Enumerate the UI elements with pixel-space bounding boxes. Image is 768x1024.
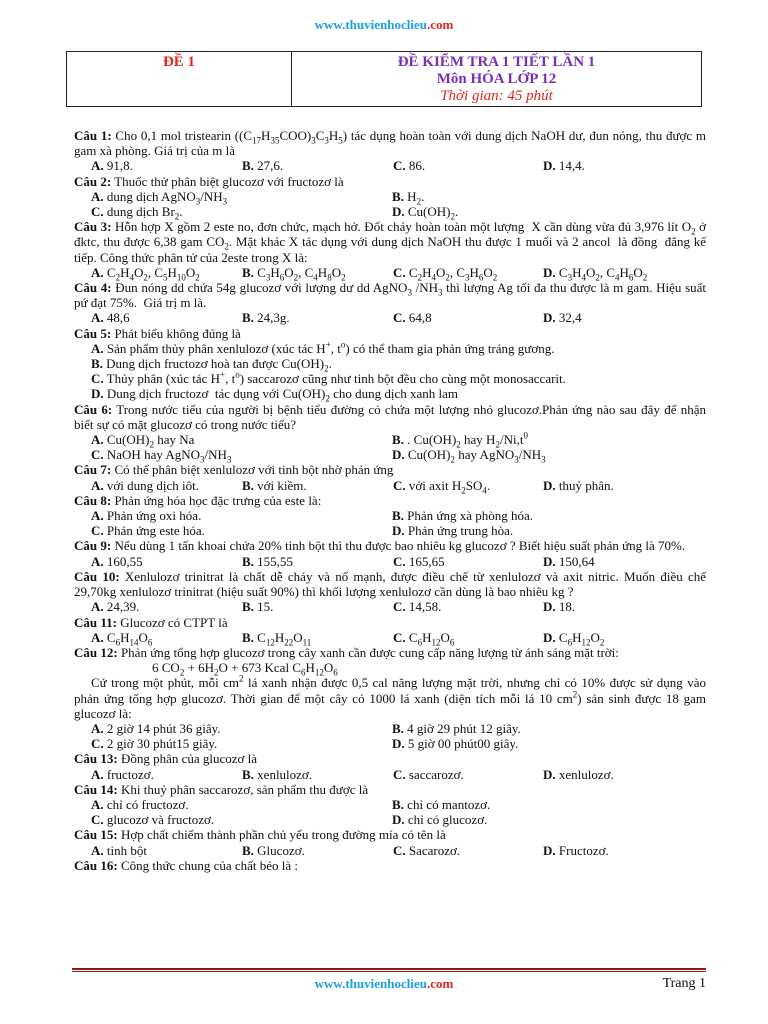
exam-time: Thời gian: 45 phút [440,88,553,104]
footer-divider-thin [72,971,706,972]
answer-option[interactable]: D. thuỷ phân. [543,477,614,493]
answer-option[interactable]: A. với dung dịch iôt. [91,477,199,493]
answer-option[interactable]: D. xenlulozơ. [543,766,614,782]
answer-options [74,797,706,827]
answer-option[interactable]: B. 15. [242,599,274,615]
answer-option[interactable]: B. Phản ứng xà phòng hóa. [392,508,534,524]
question-item [74,493,706,539]
answer-option[interactable]: B. chỉ có mantozơ. [392,796,491,812]
question-number: Câu 7: [74,462,112,478]
answer-option[interactable]: D. Dung dịch fructozơ tác dụng với $Cu(OH)_2$ cho dung dịch xanh lam [91,386,459,405]
question-text: Câu 13: Đồng phân của glucozơ là [74,751,258,767]
answer-option[interactable]: C. Phản ứng este hóa. [91,523,205,539]
site-url-main: www.thuvienhoclieu [314,17,427,32]
question-item [74,782,706,828]
answer-option[interactable]: B. . $Cu(OH)_2$ hay $H_2/Ni,t^0$ [392,430,528,450]
answer-option[interactable]: A. 48,6 [91,310,130,326]
answer-options [74,721,706,751]
question-number: Câu 8: [74,492,112,508]
question-number: Câu 15: [74,827,118,843]
answer-options [74,264,706,283]
answer-option[interactable]: A. $C_6H_{14}O_6$ [91,629,153,648]
question-text: Câu 14: Khi thuỷ phân saccarozơ, sản phẩm thu được là [74,781,369,797]
site-url-main: www.thuvienhoclieu [314,976,427,991]
question-text: Câu 15: Hợp chất chiếm thành phần chủ yếu trong đường mía có tên là [74,827,446,843]
exam-subject: Môn HÓA LỚP 12 [436,71,557,87]
answer-options [74,310,706,325]
exam-title-block [292,52,701,106]
question-item [74,827,706,857]
answer-option[interactable]: C. 14,58. [393,599,442,615]
question-item [74,325,706,405]
answer-options [74,477,706,496]
answer-option[interactable]: A. Phản ứng oxi hóa. [91,508,202,524]
answer-option[interactable]: B. xenlulozơ. [242,766,313,782]
question-text: Câu 3: Hỗn hợp X gồm 2 este no, đơn chức, mạch hở. Đốt cháy hoàn toàn một lượng X cần dùng vừa đủ 3,976 lít $O_2$ ở đktc, thu được 6,38 gam $CO_2$. Mặt khác X tác dụng với dung dịch NaOH thu được 1 muối và 2 ancol là đồng đẳng kế tiếp. Công thức phân tử của 2este trong X là: [74,219,707,265]
question-item [74,174,706,220]
answer-options [74,599,706,614]
site-url-top[interactable] [0,17,768,33]
answer-options [74,629,706,648]
question-text: Câu 9: Nếu dùng 1 tấn khoai chứa 20% tinh bột thì thu được bao nhiêu kg glucozơ ? Biết hiệu suất phản ứng là 70%. [74,538,686,554]
answer-option[interactable]: A. 24,39. [91,599,140,615]
answer-option[interactable]: D. chỉ có glucozơ. [392,812,488,828]
question-item [74,614,706,648]
question-item [74,462,706,496]
question-context: Cứ trong một phút, mỗi $cm^2$ lá xanh nhận được 0,5 cal năng lượng mặt trời, nhưng chỉ có 10% được sử dụng vào phản ứng tổng hợp glucozơ. Thời gian để một cây có 1000 lá xanh (diện tích mỗi lá 10 $cm^2$) sản sinh được 18 gam glucozơ là: [74,673,706,721]
question-text: Câu 2: Thuốc thử phân biệt glucozơ với fructozơ là [74,173,344,189]
question-item [74,280,706,326]
answer-option[interactable]: B. 27,6. [242,158,284,174]
question-text: Câu 16: Công thức chung của chất béo là : [74,857,299,873]
exam-header-table [66,51,702,107]
answer-option[interactable]: D. $Cu(OH)_2$. [392,204,459,222]
question-text: Câu 5: Phát biểu không đúng là [74,325,241,341]
answer-option[interactable]: B. 24,3g. [242,310,290,326]
answer-option[interactable]: D. 14,4. [543,158,585,174]
answer-option[interactable]: C. 86. [393,158,426,174]
page-number: Trang 1 [662,976,706,991]
answer-options [74,158,706,173]
answer-option[interactable]: C. glucozơ và fructozơ. [91,812,215,828]
exam-title: ĐỀ KIỂM TRA 1 TIẾT LẦN 1 [397,54,596,70]
answer-option[interactable]: C. 64,8 [393,310,432,326]
answer-option[interactable]: B. Dung dịch fructozơ hoà tan được $Cu(OH)_2$. [91,356,332,374]
answer-option[interactable]: A. Sản phẩm thủy phân xenlulozơ (xúc tác H+, $t^o$) có thể tham gia phản ứng tráng gương. [91,339,555,356]
answer-option[interactable]: D. $C_3H_4O_2$, $C_4H_6O_2$ [543,264,648,283]
question-text: Câu 4: Đun nóng dd chứa 54g glucozơ với lượng dư dd AgNO$_3$ $/NH_3$ thì lượng Ag tối đa thu được là m gam. Hiệu suất pứ đạt 75%. Giá trị m là. [74,280,707,311]
answer-options [74,554,706,569]
answer-options [74,339,706,405]
answer-option[interactable]: A. 160,55 [91,553,143,569]
site-url-tld: .com [426,17,454,32]
answer-option[interactable]: B. Glucozơ. [242,842,305,858]
answer-option[interactable]: A. 91,8. [91,158,133,174]
question-number: Câu 6: [74,401,113,417]
question-number: Câu 10: [74,568,120,584]
answer-option[interactable]: D. 5 giờ 00 phút00 giây. [392,736,519,752]
answer-option[interactable]: A. 2 giờ 14 phút 36 giây. [91,720,221,736]
answer-option[interactable]: D. $C_6H_{12}O_2$ [543,629,605,648]
reaction-equation: 6 $CO_2 + 6H_2O + 673$ Kcal $C_6H_{12}O_6$ [152,660,338,678]
question-item [74,751,706,781]
answer-options [74,430,706,465]
footer-divider [72,968,706,970]
question-number: Câu 16: [74,857,118,873]
answer-options [74,767,706,782]
question-item [74,645,706,751]
site-url-tld: .com [426,976,454,991]
answer-options [74,508,706,538]
question-number: Câu 4: [74,280,112,296]
question-number: Câu 11: [74,614,117,630]
question-text: Câu 6: Trong nước tiểu của người bị bệnh tiểu đường có chứa một lượng nhỏ glucozơ.Phản ứng nào sau đây để nhận biết sự có mặt glucozơ có trong nước tiểu? [74,401,706,432]
question-number: Câu 2: [74,173,112,189]
answer-option[interactable]: C. 2 giờ 30 phút15 giây. [91,736,218,752]
answer-options [74,188,706,222]
answer-option[interactable]: C. 165,65 [393,553,445,569]
answer-option[interactable]: C. $C_6H_{12}O_6$ [393,629,455,648]
question-text: Câu 12: Phản ứng tổng hợp glucozơ trong cây xanh cần được cung cấp năng lượng từ ánh sáng mặt trời: [74,644,619,660]
answer-option[interactable]: A. $C_2H_4O_2$, $C_5H_{10}O_2$ [91,264,200,283]
answer-option[interactable]: D. 18. [543,599,576,615]
answer-option[interactable]: A. chỉ có fructozơ. [91,796,189,812]
exam-code: ĐỀ 1 [67,52,292,106]
answer-option[interactable]: B. $H_2$. [392,188,425,207]
answer-option[interactable]: D. $Cu(OH)_2$ hay $AgNO_3/NH_3$ [392,447,546,465]
answer-option[interactable]: B. $C_3H_6O_2$, $C_4H_8O_2$ [242,264,346,283]
answer-option[interactable]: A. fructozơ. [91,766,154,782]
answer-option[interactable]: A. $Cu(OH)_2$ hay Na [91,432,195,450]
answer-option[interactable]: C. Sacarozơ. [393,842,461,858]
question-item [74,538,706,568]
answer-option[interactable]: C. với axit $H_2SO_4$. [393,477,491,496]
answer-option[interactable]: D. Fructozơ. [543,842,609,858]
answer-option[interactable]: C. saccarozơ. [393,766,464,782]
question-text: Câu 10: Xenlulozơ trinitrat là chất dễ cháy và nổ mạnh, được điều chế từ xenlulozơ và axit nitric. Muốn điều chế 29,70kg xenlulozơ trinitrat (hiệu suất 90%) thì khối lượng xenlulozơ cần dùng là bao nhiêu kg ? [74,568,706,600]
answer-option[interactable]: B. 4 giờ 29 phút 12 giây. [392,720,521,736]
question-number: Câu 1: [74,128,112,143]
answer-option[interactable]: D. 150,64 [543,553,595,569]
answer-option[interactable]: A. dung dịch $AgNO_3/NH_3$ [91,188,228,207]
question-number: Câu 5: [74,325,112,341]
question-item [74,402,706,463]
answer-option[interactable]: A. tinh bột [91,842,147,858]
answer-option[interactable]: B. 155,55 [242,553,293,569]
answer-option[interactable]: B. với kiềm. [242,477,307,493]
answer-option[interactable]: D. Phản ứng trung hòa. [392,523,514,539]
question-item [74,128,706,174]
question-number: Câu 9: [74,538,112,554]
question-number: Câu 13: [74,751,118,767]
question-item [74,858,706,873]
answer-option[interactable]: B. $C_{12}H_{22}O_{11}$ [242,629,312,648]
question-list [74,128,706,873]
question-number: Câu 14: [74,781,118,797]
site-url-bottom[interactable] [0,976,768,992]
answer-option[interactable]: C. dung dịch $Br_2$. [91,204,183,222]
question-text: Câu 1: Cho 0,1 mol tristearin $((C_{17}H_{35}COO)_3C_3H_5)$ tác dụng hoàn toàn với dung dịch NaOH dư, đun nóng, thu được m gam xà phòng. Giá trị của m là [74,128,706,159]
answer-option[interactable]: D. 32,4 [543,310,582,326]
question-number: Câu 3: [74,219,112,235]
answer-option[interactable]: C. $C_2H_4O_2$, $C_3H_6O_2$ [393,264,498,283]
answer-options [74,843,706,858]
question-text: Câu 8: Phản ứng hóa học đặc trưng của este là: [74,492,322,508]
question-number: Câu 12: [74,644,118,660]
question-item [74,569,706,615]
question-item [74,219,707,283]
answer-option[interactable]: C. Thủy phân (xúc tác H+, $t^o$) saccarozơ cũng như tinh bột đều cho cùng một monosaccarit. [91,369,566,387]
question-text: Câu 11: Glucozơ có CTPT là [74,614,228,630]
answer-option[interactable]: C. NaOH hay $AgNO_3/NH_3$ [91,447,232,465]
question-text: Câu 7: Có thể phân biệt xenlulozơ với tinh bột nhờ phản ứng [74,462,394,478]
